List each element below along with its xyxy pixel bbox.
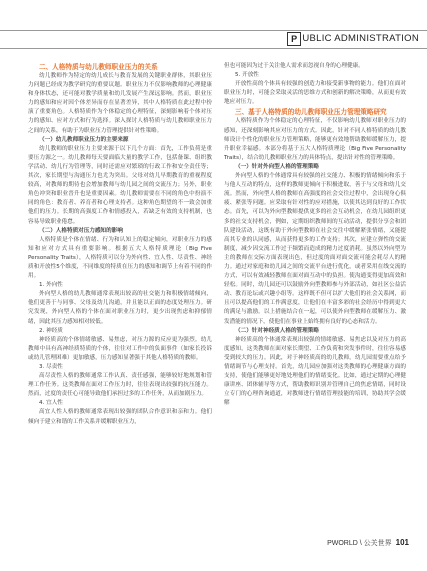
paragraph: 幼儿教师的职业压力主要来源于以下几个方面：首先，工作负荷是重要压力源之一。幼儿教师每天要面临大量的教学工作，包括备课、组织教学活动、幼儿行为管理等，同时还需应对繁琐的行政工作和安全责任等；其次，家长期望与沟通压力也尤为突出。父母对幼儿早期教育的重视程度较高，对教师的期待也会增加教师与幼儿园之间的交流压力；另外，职业角色冲突和职业晋升也是重要因素。幼儿教师需要在不同的角色中扮演不同的角色：教育者、养育者和心理支持者。这种角色期望的不一致会加重他们的压力。长期的高强度工作和情感投入，若缺乏有效的支持机制，也容易导致职业倦怠。 (28, 145, 212, 225)
paragraph: 外向型人格的幼儿教师通常表现出较高的社交能力和积极情绪倾向，他们更善于与同事、父母及幼儿沟通，并且能以正面的态度处理压力。研究发现，外向型人格的个体在面对职业压力时，更少出现焦虑和抑郁情绪，因此其压力感知相对较低。 (28, 291, 212, 325)
paragraph: 神经质高的个体通常表现出较强的情绪敏感、易焦虑以及对压力的高度感知，这类教师在面对家长期望、工作负荷和突发事件时，往往容易感受到较大的压力。因此，对于神经质高的幼儿教师，幼儿园需要重点给予情绪调节与心理支持。首先，幼儿园应加强对这类教师的心理健康方面的支持，使他们能够更好地处理他们的情绪变化。比如，通过定期的心理健康讲座、团体辅导等方式，帮助教师识别并管理自己的焦虑情绪，同时设立专门的心理咨询通道，对教师进行情绪管理技能的培训，协助其学会缓解 (224, 336, 406, 407)
section-heading: 二、人格特质与幼儿教师职业压力的关系 (39, 63, 158, 71)
paragraph: 外向型人格的个体通常具有较强的社交能力、积极的情绪倾向和乐于与他人互动的特点，这样的教师更倾向于积极进取，善于与父母和幼儿交流。然而，外向型人格的教师在高强度的社会交往过程中，会出现身心俱疲、紧张等问题。应采取有针对性的应对措施，以使其达到良好的工作状态。首先，可以为外向型教师提供更多的社会互动机会，在幼儿园组织更多的社交支持机会，例如，定期组织教师间的互动活动，提供分享会和团队建设活动，这既有助于外向型教师在社会交往中缓解紧张情绪，又能提高其专业的认同感，从而获得更多的工作支持；其次，应建立弹性的交流制度，减少因交流工作过于频繁而造成的精力过度消耗。虽然以外向型为主的教师在交际方面表现出色，但过度的面对面交流可能会耗尽人的精力。通过对家庭和幼儿园之间的交流平台进行优化，或者采用在线交流的方式，可以有效减轻教师在面对面互动中的负担。使沟通变得更加高效和轻松。同时，幼儿园还可以鼓励外向型教师参与外部活动，如社区公益活动、教育论坛或兴趣小组等。这样既不但可以扩大他们的社会关系网，而且可以提高他们的工作满意度，让他们在丰富多彩的社会经历中得到更大的满足与激励。以上措施结合在一起，可以使外向型教师在缓解压力、激发潜能的情况下，使他们在事业上始终拥有良好的心态和活力。 (224, 173, 406, 325)
paragraph: 开放性高的个体具有较强的创造力和接受新事物的能力。他们在面对职业压力时，可能会采取灵活的思维方式和创新的解决策略，从而更有效地应对压力。 (224, 81, 406, 106)
paragraph: 1. 外向性 (39, 282, 63, 289)
paragraph: 人格特质是个体在情绪、行为和认知上的稳定倾向，对职业压力的感知和应对方式具有重要影响。根据五大人格特质理论（Big Five Personality Traits），人格特质可以分为外向性、宜人性、尽责性、神经质和开放性5个维度，不同维度的特质在压力的感知和调节上有着不同的作用。 (28, 236, 212, 280)
paragraph: 但也可能因为过于关注他人需求而忽视自身的心理健康。 (224, 63, 364, 69)
page-footer (327, 538, 409, 548)
subsection-heading: （二）针对神经质人格的管理策略 (235, 327, 319, 334)
paragraph: 4. 宜人性 (39, 400, 63, 407)
paragraph: 5. 开放性 (235, 72, 259, 79)
left-column (28, 62, 212, 427)
paragraph: 高尽责性人格的教师通常工作认真、责任感强，能够较好地规划和管理工作任务。这类教师在面对工作压力时，往往表现出较强的抗压能力。然而，过度的责任心可能导致他们承担过多的工作任务，从而加剧压力。 (28, 373, 212, 398)
section-header (287, 31, 419, 46)
right-column (224, 62, 406, 408)
paragraph: 人格特质作为个体稳定的心理特征，不仅影响幼儿教师对职业压力的感知，还深刻影响其应对压力的方式。因此，针对不同人格特质的幼儿教师设计个性化的职业压力管理策略，能够更有效地帮助教师缓解压力，提升职业幸福感。本部分将基于五大人格特质理论（Big Five Personality Traits），结合幼儿教师职业压力的具体特点，提出针对性的管理策略。 (224, 118, 406, 161)
paragraph: 高宜人性人格的教师通常表现出较强的团队合作意识和亲和力。他们倾向于建立和谐的工作关系并缓解职业压力， (28, 409, 212, 425)
subsection-heading: （二）人格特质对压力感知的影响 (39, 227, 123, 234)
page-number: 101 (395, 538, 409, 547)
section-header-initial: P (287, 32, 301, 46)
section-heading: 三、基于人格特质的幼儿教师职业压力管理策略研究 (235, 108, 387, 117)
subsection-heading: （一）针对外向型人格的管理策略 (235, 163, 319, 170)
paragraph: 3. 尽责性 (39, 364, 63, 370)
journal-name: PWORLD \ 公关世界 (327, 540, 392, 547)
subsection-heading: （一）幼儿教师职业压力的主要来源 (39, 136, 129, 143)
paragraph: 2. 神经质 (39, 327, 63, 334)
paragraph: 神经质高的个体情绪敏感、易焦虑，对压力源的反应更为强烈。幼儿教师中具有高神经质特质的个体，往往对工作中的负面事件（如家长投诉或幼儿管理困难）更加敏感，压力感知显著强于其他人格特质的教师。 (28, 336, 212, 361)
section-header-text: UBLIC ADMINISTRATION (302, 33, 419, 44)
paragraph: 幼儿教师作为特定的幼儿成长与教育发展的关键职业群体，其职业压力问题已经成为教学研究的重要议题。职业压力不仅影响教师的心理健康和身体状态，还可能对教学质量和幼儿发展产生深远影响。然而，职业压力的感知和应对因个体差异而存在显著差异，其中人格特质在此过程中扮演了重要角色。人格特质作为个体稳定的心理特征，深刻影响着个体对压力的感知、应对方式和行为选择。深入探讨人格特质与幼儿教师职业压力之间的关系，有助于为职业压力管理提供针对性策略。 (28, 73, 212, 134)
